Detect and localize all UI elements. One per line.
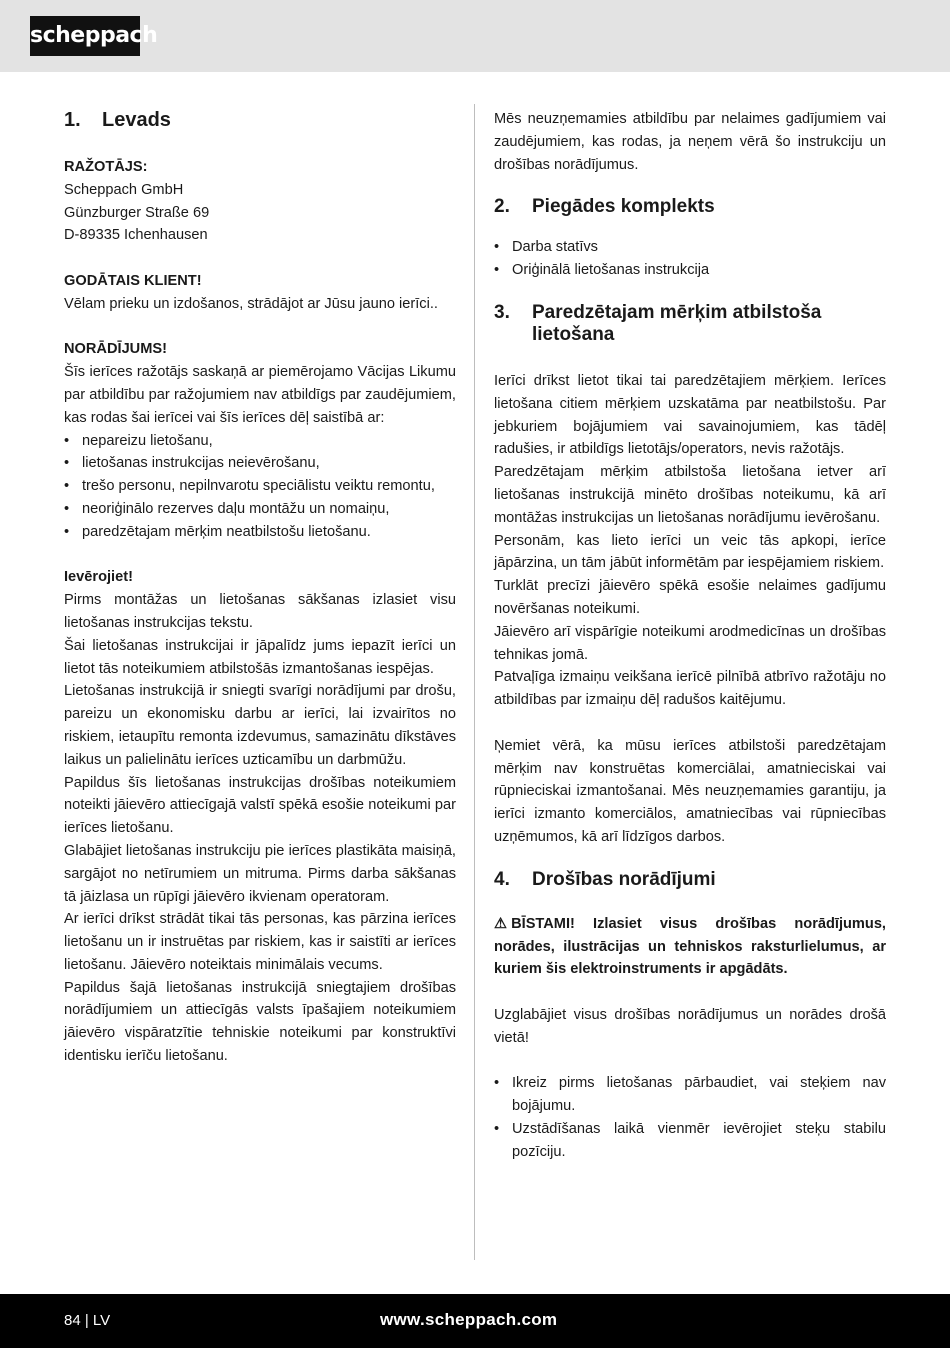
paragraph: Glabājiet lietošanas instrukciju pie ierīces plastikāta maisiņā, sargājot no netīrumiem un mitruma. Pirms darba sākšanas tā jāizlasa un rūpīgi jāievēro ikvienam operatoram. [64, 842, 456, 905]
footer-bar [0, 1294, 950, 1348]
list-item: • lietošanas instrukcijas neievērošanu, [64, 452, 456, 475]
paragraph: Papildus šīs lietošanas instrukcijas drošības noteikumiem noteikti jāievēro attiecīgajā valstī spēkā esošie noteikumi par ierīces lietošanu. [64, 774, 456, 837]
dear-customer-text: Vēlam prieku un izdošanos, strādājot ar Jūsu jauno ierīci.. [64, 295, 438, 312]
section-number: 1. [64, 109, 81, 131]
list-item: • nepareizu lietošanu, [64, 430, 456, 453]
section-title: Piegādes komplekts [532, 196, 715, 218]
left-column [64, 108, 456, 1068]
section-title: Paredzētajam mērķim atbilstoša lietošana [532, 301, 822, 345]
paragraph: Patvaļīga izmaiņu veikšana ierīcē pilnībā atbrīvo ražotāju no atbildības par izmaiņu dēļ radušos kaitējumu. [494, 669, 886, 709]
paragraph: Šai lietošanas instrukcijai ir jāpalīdz jums iepazīt ierīci un lietot tās noteikumiem atbilstošās izmantošanas iespējas. [64, 637, 456, 677]
paragraph: Paredzētajam mērķim atbilstoša lietošana ietver arī lietošanas instrukcijā minēto drošības noteikumu, kā arī montāžas instrukcijas un lietošanas norādījumu ievērošanu. [494, 464, 886, 526]
warning-icon: ⚠ [494, 915, 508, 932]
website-url: www.scheppach.com [380, 1310, 558, 1329]
note-text: Šīs ierīces ražotājs saskaņā ar piemērojamo Vācijas Likumu par atbildību par ražojumiem nav atbildīgs par zaudējumiem, kas rodas šai ierīcei vai šīs ierīces dēļ saistībā ar: [64, 364, 456, 426]
section-4-heading [494, 869, 886, 891]
column-divider [474, 104, 475, 1260]
delivery-list [494, 236, 886, 282]
section-1-heading [64, 108, 456, 132]
intro-paragraph: Mēs neuzņemamies atbildību par nelaimes gadījumiem vai zaudējumiem, kas rodas, ja neņem vērā šo instrukciju un drošības norādījumus. [494, 111, 886, 173]
paragraph: Ar ierīci drīkst strādāt tikai tās personas, kas pārzina ierīces lietošanu un ir instruētas par riskiem, kas ir saistīti ar ierīces lietošanu. Jāievēro noteiktais minimālais vecums. [64, 911, 456, 973]
section-number: 2. [494, 196, 510, 218]
paragraph: Personām, kas lieto ierīci un veic tās apkopi, ierīce jāpārzina, un tām jābūt informētām par iespējamiem riskiem. [494, 532, 886, 572]
section-2-heading [494, 196, 886, 218]
safety-list [494, 1072, 886, 1163]
observe-label: Ievērojiet! [64, 569, 133, 586]
list-item: • Ikreiz pirms lietošanas pārbaudiet, vai steķiem nav bojājumu. [494, 1072, 886, 1118]
section-title: Levads [102, 109, 171, 131]
right-column [494, 108, 886, 1163]
paragraph: Pirms montāžas un lietošanas sākšanas izlasiet visu lietošanas instrukcijas tekstu. [64, 592, 456, 631]
keep-instructions: Uzglabājiet visus drošības norādījumus un norādes drošā vietā! [494, 1006, 886, 1046]
paragraph: Papildus šajā lietošanas instrukcijā sniegtajiem drošības norādījumiem un attiecīgās valsts īpašajiem noteikumiem jāievēro vispāratzītie tehniskie noteikumi par konstruktīvi identisku ierīču lietošanu. [64, 979, 456, 1065]
paragraph: Ierīci drīkst lietot tikai tai paredzētajiem mērķiem. Ierīces lietošana citiem mērķiem uzskatāma par neatbilstošu. Par jebkuriem bojājumiem vai savainojumiem, kas tādēļ radušies, ir atbildīgs lietotājs/operators, nevis ražotājs. [494, 372, 886, 458]
list-item: • Darba statīvs [494, 236, 886, 259]
note-list [64, 430, 456, 544]
list-item: • Oriģinālā lietošanas instrukcija [494, 259, 886, 282]
section-title: Drošības norādījumi [532, 868, 716, 890]
list-item: • Uzstādīšanas laikā vienmēr ievērojiet steķu stabilu pozīciju. [494, 1118, 886, 1164]
danger-warning [494, 913, 886, 981]
list-item: • neoriģinālo rezerves daļu montāžu un nomaiņu, [64, 498, 456, 521]
manufacturer-line: Scheppach GmbH [64, 181, 184, 198]
manufacturer-line: Günzburger Straße 69 [64, 204, 210, 221]
header-bar [0, 0, 950, 72]
brand-logo: scheppach [30, 16, 140, 56]
section-3-heading [494, 302, 886, 346]
dear-customer-label: GODĀTAIS KLIENT! [64, 272, 202, 289]
list-item: • paredzētajam mērķim neatbilstošu lietošanu. [64, 521, 456, 544]
paragraph: Turklāt precīzi jāievēro spēkā esošie nelaimes gadījumu novēršanas noteikumi. [494, 578, 886, 617]
manufacturer-line: D-89335 Ichenhausen [64, 227, 208, 244]
section-number: 3. [494, 301, 510, 323]
paragraph: Jāievēro arī vispārīgie noteikumi arodmedicīnas un drošības tehnikas jomā. [494, 623, 886, 663]
section-number: 4. [494, 868, 510, 890]
paragraph: Lietošanas instrukcijā ir sniegti svarīgi norādījumi par drošu, pareizu un ekonomisku darbu ar ierīci, lai izvairītos no riskiem, ietaupītu remonta izdevumus, samazinātu dīkstāves laikus un palielinātu ierīces uzticamību un darbmūžu. [64, 683, 456, 768]
page-number: 84 | LV [64, 1312, 111, 1329]
usage-note: Ņemiet vērā, ka mūsu ierīces atbilstoši paredzētajam mērķim nav konstruētas komerciālai, amatnieciskai vai rūpnieciskai izmantošanai. Mēs neuzņemamies garantiju, ja ierīci izmanto komerciālos, amatniecības vai rūpniecības uzņēmumos, kā arī līdzīgos darbos. [494, 737, 886, 845]
danger-warning-text: BĪSTAMI! Izlasiet visus drošības norādījumus, norādes, ilustrācijas un tehniskos raksturlielumus, ar kuriem šis elektroinstruments ir apgādāts. [494, 915, 886, 978]
note-label: NORĀDĪJUMS! [64, 341, 167, 358]
list-item: • trešo personu, nepilnvarotu speciālistu veiktu remontu, [64, 475, 456, 498]
manufacturer-label: RAŽOTĀJS: [64, 159, 148, 175]
